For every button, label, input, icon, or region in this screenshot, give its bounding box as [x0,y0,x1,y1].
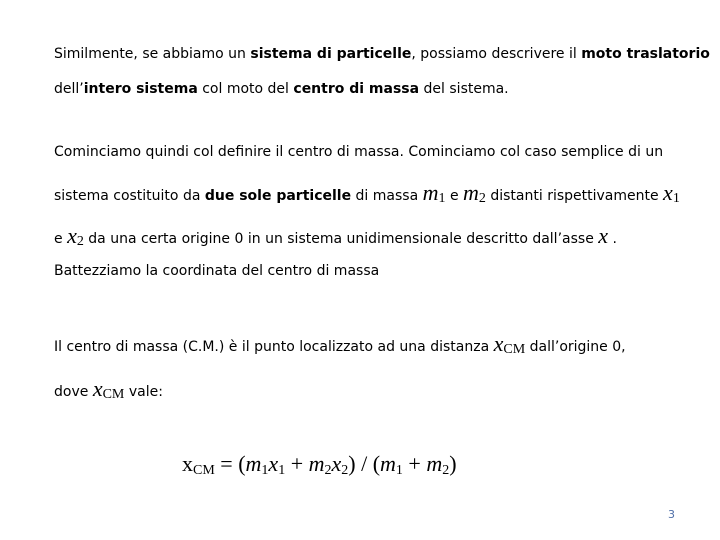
text: col moto del [197,81,294,97]
paragraph3-line2 [54,376,163,405]
math-subscript: 2 [76,234,84,249]
bold-text: intero sistema [83,81,198,97]
bold-text: centro di massa [293,81,420,97]
bold-text: moto traslatorio [581,46,710,62]
text: da una certa origine 0 in un sistema unidimensionale descritto dall’asse [83,231,599,247]
center-of-mass-formula [182,450,457,485]
bold-text: sistema di particelle [250,46,412,62]
formula-subscript: 2 [324,463,332,478]
math-symbol: x [598,223,609,248]
paragraph1-line2 [54,79,509,99]
paragraph2-line3 [54,223,617,252]
text: del sistema. [419,81,509,97]
math-symbol: x [493,331,504,356]
text: di massa [351,188,423,204]
formula-text: ) / ( [348,451,381,476]
text: Similmente, se abbiamo un [54,46,251,62]
math-symbol: m [463,180,479,205]
formula-text: = ( [214,451,246,476]
formula-symbol: m [426,451,443,476]
formula-symbol: x [268,451,279,476]
formula-text: + [285,451,309,476]
math-symbol: x [67,223,77,248]
text: vale: [124,384,163,400]
text: , possiamo descrivere il [411,46,582,62]
math-subscript: CM [102,387,125,402]
paragraph2-line2 [54,180,680,209]
formula-symbol: m [245,451,262,476]
math-subscript: CM [503,342,526,357]
paragraph3-line1 [54,331,626,360]
paragraph2-line1: Cominciamo quindi col definire il centro di massa. Cominciamo col caso semplice di un [54,144,664,160]
formula-subscript: CM [193,463,215,478]
formula-text: + [402,451,427,476]
formula-symbol: m [308,451,325,476]
math-symbol: x [92,376,103,401]
formula-subscript: 1 [395,463,403,478]
formula-symbol: m [380,451,396,476]
math-subscript: 1 [672,191,680,206]
text: e [54,231,68,247]
text: sistema costituito da [54,188,205,204]
paragraph1-line1 [54,44,710,64]
bold-text: due sole particelle [204,188,352,204]
formula-symbol: x [331,451,342,476]
page-number: 3 [668,508,675,521]
formula-subscript: 1 [261,463,269,478]
text: dell’ [54,81,84,97]
text: distanti rispettivamente [485,188,664,204]
formula-symbol: x [182,451,193,476]
math-symbol: m [422,180,439,205]
paragraph2-line4: Battezziamo la coordinata del centro di massa [54,263,380,279]
formula-subscript: 2 [442,463,450,478]
formula-subscript: 1 [278,463,286,478]
math-symbol: x [663,180,673,205]
text: e [445,188,464,204]
formula-text: ) [449,451,457,476]
text: Il centro di massa (C.M.) è il punto localizzato ad una distanza [54,339,494,355]
formula-subscript: 2 [341,463,349,478]
text: dall’origine 0, [525,339,626,355]
math-subscript: 2 [478,191,486,206]
text: dove [54,384,93,400]
text: . [608,231,617,247]
math-subscript: 1 [438,191,446,206]
